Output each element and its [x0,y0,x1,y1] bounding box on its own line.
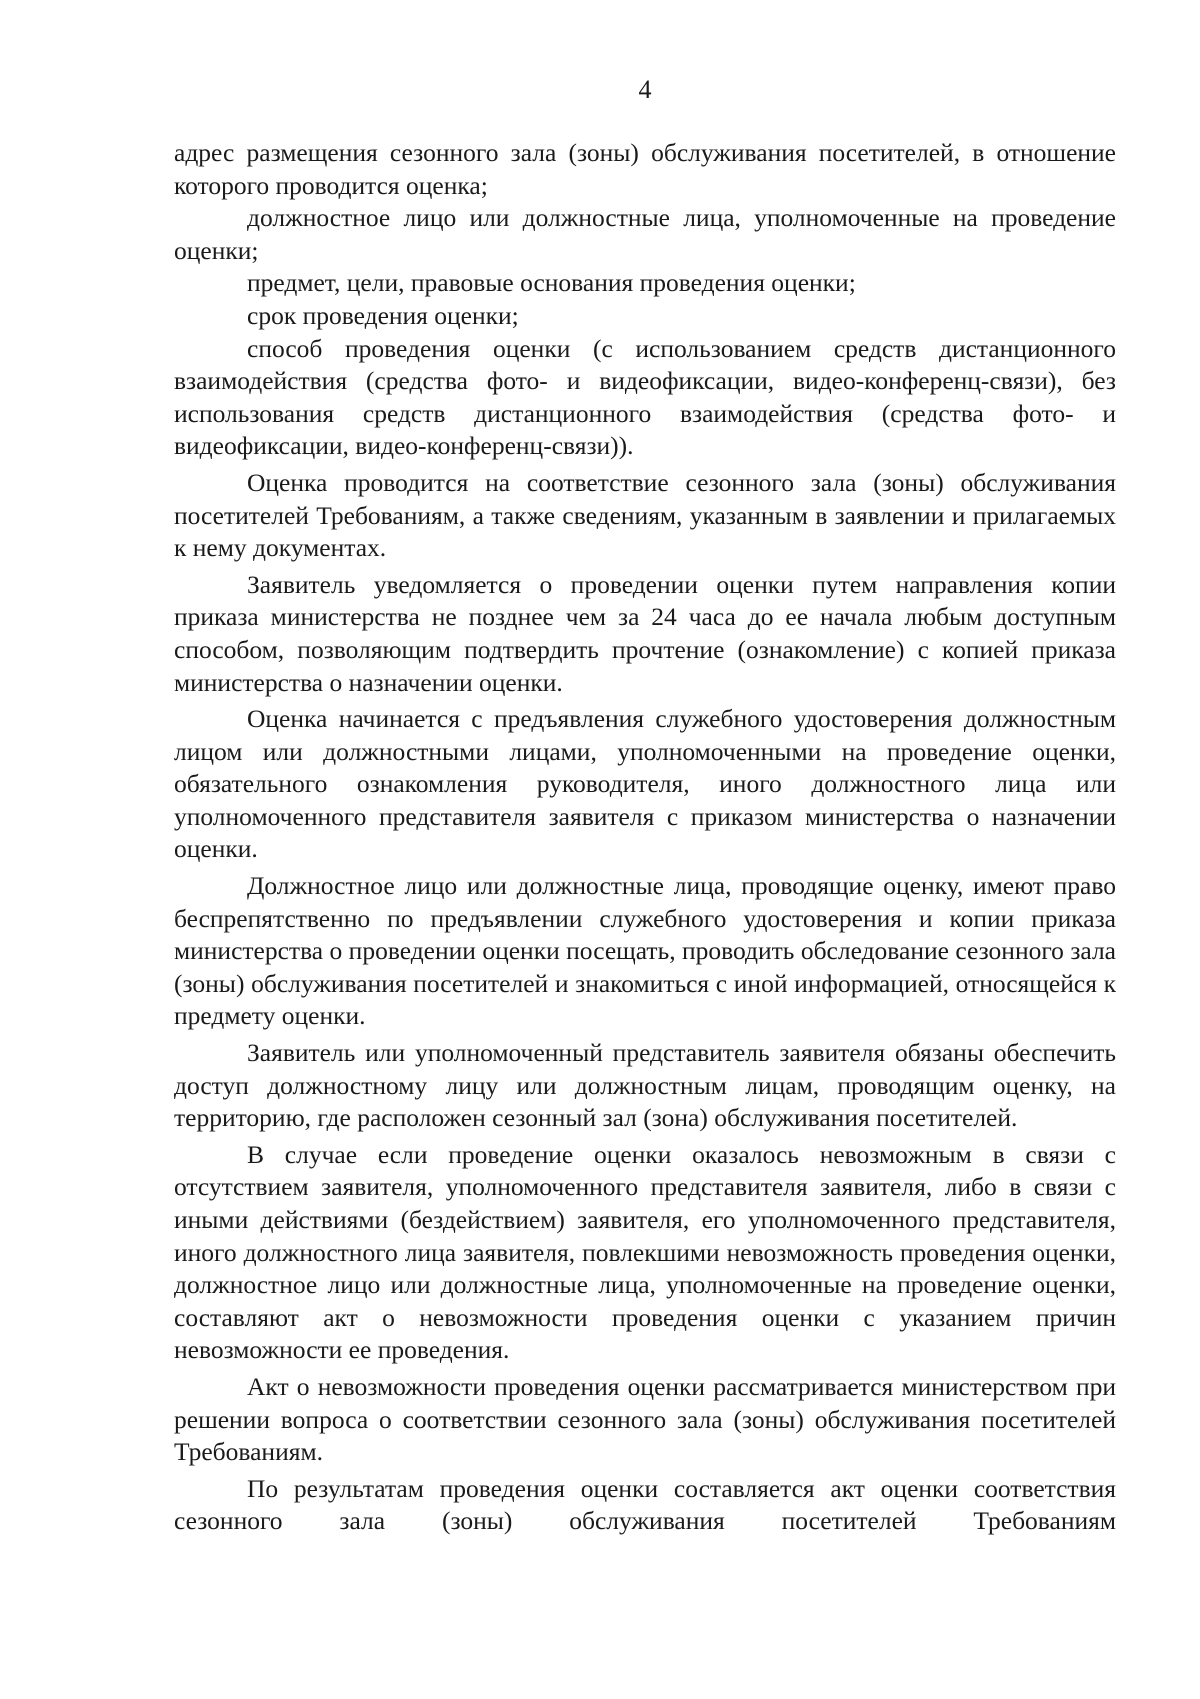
paragraph-impossibility: В случае если проведение оценки оказалось невозможным в связи с отсутствием заявителя, уполномоченного представителя заявителя, либо в связи с иными действиями (бездействием) заявителя, его уполномоченного представителя, иного должностного лица заявителя, повлекшими невозможность проведения оценки, должностное лицо или должностные лица, уполномоченные на проведение оценки, составляют акт о невозможности проведения оценки с указанием причин невозможности ее проведения. [174,1139,1116,1365]
paragraph-applicant-notification: Заявитель уведомляется о проведении оценки путем направления копии приказа министерства не позднее чем за 24 часа до ее начала любым доступным способом, позволяющим подтвердить прочтение (ознакомление) с копией приказа министерства о назначении оценки. [174,569,1116,697]
paragraph-address: адрес размещения сезонного зала (зоны) обслуживания посетителей, в отношение которого проводится оценка; [174,138,1116,200]
paragraph-officials-rights: Должностное лицо или должностные лица, проводящие оценку, имеют право беспрепятственно по предъявлении служебного удостоверения и копии приказа министерства о проведении оценки посещать, проводить обследование сезонного зала (зоны) обслуживания посетителей и знакомиться с иной информацией, относящейся к предмету оценки. [174,871,1116,1031]
document-body [174,137,1116,1538]
paragraph-impossibility-act: Акт о невозможности проведения оценки рассматривается министерством при решении вопроса о соответствии сезонного зала (зоны) обслуживания посетителей Требованиям. [174,1371,1116,1467]
paragraph-results: По результатам проведения оценки составляется акт оценки соответствия сезонного зала (зоны) обслуживания посетителей Требованиям [174,1473,1116,1536]
paragraph-term: срок проведения оценки; [247,300,519,330]
paragraph-subject: предмет, цели, правовые основания проведения оценки; [247,268,856,298]
paragraph-method: способ проведения оценки (с использованием средств дистанционного взаимодействия (средства фото- и видеофиксации, видео-конференц-связи), без использования средств дистанционного взаимодействия (средства фото- и видеофиксации, видео-конференц-связи)). [174,333,1116,461]
paragraph-assessment-start: Оценка начинается с предъявления служебного удостоверения должностным лицом или должностными лицами, уполномоченными на проведение оценки, обязательного ознакомления руководителя, иного должностного лица или уполномоченного представителя заявителя с приказом министерства о назначении оценки. [174,704,1116,864]
paragraph-officials: должностное лицо или должностные лица, уполномоченные на проведение оценки; [174,203,1116,265]
paragraph-applicant-obligations: Заявитель или уполномоченный представитель заявителя обязаны обеспечить доступ должностному лицу или должностным лицам, проводящим оценку, на территорию, где расположен сезонный зал (зона) обслуживания посетителей. [174,1038,1116,1133]
paragraph-assessment-compliance: Оценка проводится на соответствие сезонного зала (зоны) обслуживания посетителей Требованиям, а также сведениям, указанным в заявлении и прилагаемых к нему документах. [174,467,1116,563]
page-number: 4 [638,75,652,104]
